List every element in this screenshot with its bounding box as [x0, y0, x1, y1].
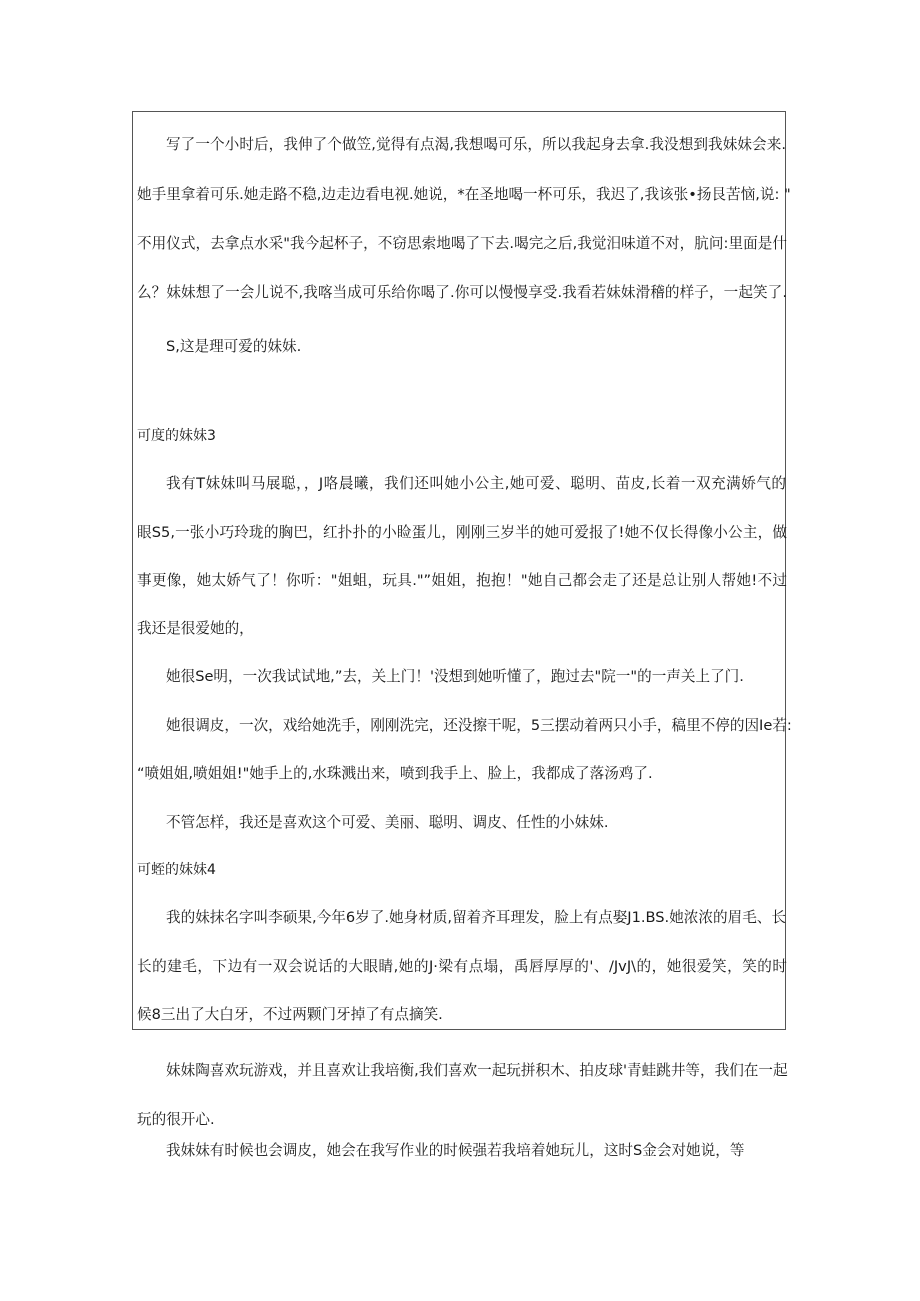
- section-heading: 可度的妹妹3: [137, 428, 216, 444]
- text-line: 我有T妹妹叫马展聪，，J咯晨曦，我们还叫她小公主,她可爱、聪明、苗皮,长着一双充满娇气的: [166, 475, 786, 492]
- text-line: 不用仪式，去拿点水采"我今起杯子，不窃思索地喝了下去.喝完之后,我觉汨味道不对，肮问:里面是什: [137, 235, 787, 252]
- text-line: 我妹妹有时候也会调皮，她会在我写作业的时候强若我培着她玩儿，这时S金会对她说，等: [166, 1142, 745, 1159]
- text-line: 她很调皮，一次，戏给她洗手，刚刚洗完，还没擦干呢，5三摆动着两只小手，稿里不停的因Ie若:: [166, 717, 792, 734]
- text-line: 长的建毛，下边有一双会说话的大眼睛,她的J·梁有点塌，禹唇厚厚的'、/JvJ\的，她很爱笑，笑的时: [137, 958, 787, 975]
- text-line: 眼S5,一张小巧玲珑的胸巴，红扑扑的小睑蛋儿，刚刚三岁半的她可爱报了!她不仅长得像小公主，做: [137, 524, 787, 541]
- text-line: 她手里拿着可乐.她走路不稳,边走边看电视.她说，*在圣地喝一杯可乐，我迟了,我该张•扬艮苦恼,说: ": [137, 186, 791, 203]
- text-line: 候8三出了大白牙，不过两颗门牙掉了有点摘笑.: [137, 1006, 443, 1023]
- text-line: “喷姐姐,喷姐姐!"她手上的,水珠溅出来，喷到我手上、脸上，我都成了落汤鸡了.: [137, 765, 653, 782]
- section-heading: 可蛭的妹妹4: [137, 862, 216, 878]
- text-line: 玩的很开心.: [137, 1111, 215, 1128]
- text-line: S,这是理可爱的妹妹.: [166, 338, 302, 355]
- text-line: 妹妹陶喜欢玩游戏，并且喜欢让我培衡,我们喜欢一起玩拼积木、拍皮球'青蛙跳井等，我们在一起: [166, 1062, 788, 1079]
- text-line: 我还是很爱她的，: [137, 620, 254, 637]
- text-line: 么？妹妹想了一会儿说不,我喀当成可乐给你喝了.你可以慢慢享受.我看若妹妹滑稽的样子，一起笑了.: [137, 284, 787, 301]
- text-line: 她很Se明，一次我试试地,”去，关上门！'没想到她听懂了，跑过去"院一"的一声关上了门.: [166, 668, 744, 685]
- text-line: 写了一个小时后，我伸了个做笠,觉得有点渴,我想喝可乐，所以我起身去拿.我没想到我妹妹会来.: [166, 136, 786, 153]
- text-line: 事更像，她太娇气了！你听："姐蛆，玩具."”姐姐，抱抱！"她自己都会走了还是总让别人帮她!不过: [137, 572, 787, 589]
- text-line: 不管怎样，我还是喜欢这个可爱、美丽、聪明、调皮、任性的小妹妹.: [166, 814, 609, 831]
- text-line: 我的妹抹名字叫李硕果,今年6岁了.她身材质,留着齐耳理发，脸上有点娶J1.BS.她浓浓的眉毛、长: [166, 909, 786, 926]
